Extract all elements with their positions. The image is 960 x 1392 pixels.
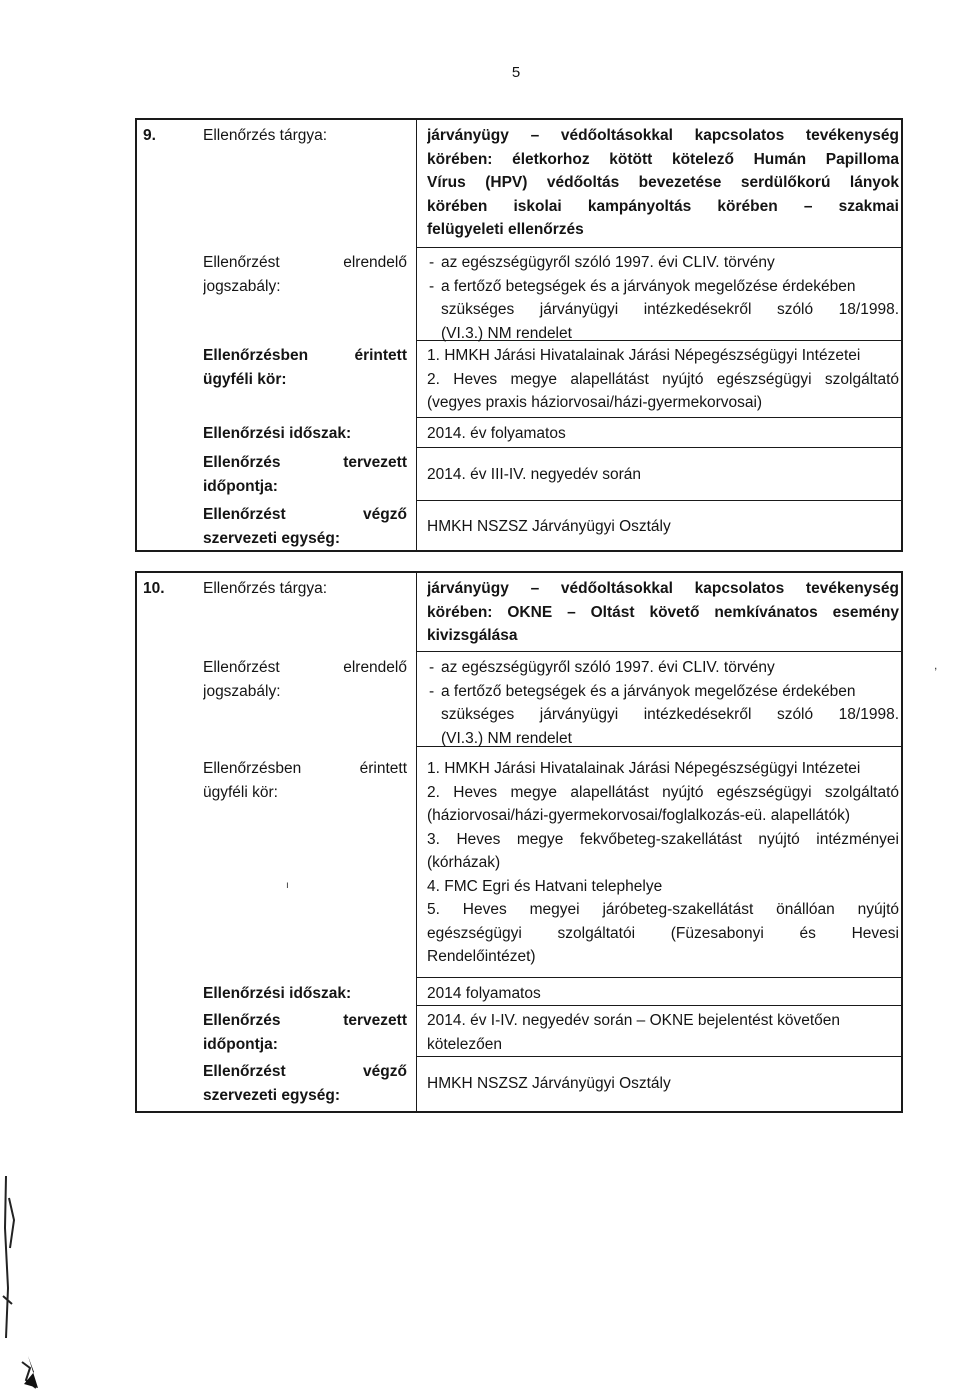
clients-line: 4. FMC Egri és Hatvani telephelye bbox=[427, 877, 663, 895]
clients-line: 1. HMKH Járási Hivatalainak Járási Népegészségügyi Intézetei bbox=[427, 347, 861, 364]
subject-line: körében: OKNE – Oltást követő nemkívánatos esemény bbox=[427, 603, 899, 621]
row-divider bbox=[416, 247, 901, 248]
record-number: 10. bbox=[143, 580, 165, 597]
law-label-line: jogszabály: bbox=[203, 682, 281, 700]
subject-line: járványügy – védőoltásokkal kapcsolatos tevékenység bbox=[427, 580, 899, 597]
subject-label: Ellenőrzés tárgya: bbox=[203, 580, 328, 597]
unit-label-line: Ellenőrzést végző bbox=[203, 506, 407, 523]
subject-label: Ellenőrzés tárgya: bbox=[203, 127, 328, 144]
unit-label-line: szervezeti egység: bbox=[203, 1086, 340, 1104]
clients-value bbox=[427, 757, 899, 969]
clients-line: 2. Heves megye alapellátást nyújtó egészségügyi szolgáltató bbox=[427, 783, 899, 801]
law-label-line: Ellenőrzést elrendelő bbox=[203, 254, 407, 271]
stray-mark: ı bbox=[286, 880, 289, 891]
clients-line: egészségügyi szolgáltatói (Füzesabonyi és Hevesi bbox=[427, 924, 899, 942]
date-line: 2014. év I-IV. negyedév során – OKNE bejelentést követően bbox=[427, 1012, 841, 1029]
clients-line: 5. Heves megyei járóbeteg-szakellátást önállóan nyújtó bbox=[427, 901, 899, 918]
page-number: 5 bbox=[511, 64, 521, 81]
clients-line: Rendelőintézet) bbox=[427, 948, 536, 965]
row-divider bbox=[416, 651, 901, 652]
law-line: (VI.3.) NM rendelet bbox=[441, 324, 572, 342]
date-label bbox=[203, 1009, 407, 1056]
clients-value bbox=[427, 344, 899, 415]
law-line: (VI.3.) NM rendelet bbox=[441, 729, 572, 747]
period-label: Ellenőrzési időszak: bbox=[203, 985, 352, 1002]
law-line: - az egészségügyről szóló 1997. évi CLIV. törvény bbox=[427, 251, 899, 275]
subject-line: felügyeleti ellenőrzés bbox=[427, 221, 584, 238]
column-divider bbox=[416, 573, 417, 1111]
row-divider bbox=[416, 500, 901, 501]
clients-line: (háziorvosai/házi-gyermekorvosai/foglalkozás-eü. alapellátók) bbox=[427, 807, 851, 824]
law-line: szükséges járványügyi intézkedésekről szóló 18/1998. bbox=[441, 301, 899, 318]
law-value bbox=[427, 656, 899, 750]
period-value: 2014. év folyamatos bbox=[427, 425, 566, 442]
law-line: - a fertőző betegségek és a járványok megelőzése érdekében bbox=[427, 680, 899, 704]
record-number: 9. bbox=[143, 127, 156, 144]
scan-edge-artifact bbox=[0, 1168, 42, 1390]
clients-label bbox=[203, 344, 407, 391]
date-value: 2014. év III-IV. negyedév során bbox=[427, 466, 641, 483]
subject-line: Vírus (HPV) védőoltás bevezetése serdülőkorú lányok bbox=[427, 174, 899, 191]
subject-value bbox=[427, 124, 899, 242]
law-line: szükséges járványügyi intézkedésekről szóló 18/1998. bbox=[441, 706, 899, 723]
clients-label bbox=[203, 757, 407, 804]
row-divider bbox=[416, 417, 901, 418]
clients-label-line: Ellenőrzésben érintett bbox=[203, 760, 407, 777]
date-label-line: időpontja: bbox=[203, 477, 278, 495]
clients-label-line: ügyféli kör: bbox=[203, 783, 278, 801]
period-label: Ellenőrzési időszak: bbox=[203, 425, 352, 442]
law-label-line: jogszabály: bbox=[203, 277, 281, 295]
subject-line: kivizsgálása bbox=[427, 627, 518, 644]
law-label bbox=[203, 251, 407, 298]
unit-value: HMKH NSZSZ Járványügyi Osztály bbox=[427, 518, 671, 535]
unit-label-line: Ellenőrzést végző bbox=[203, 1063, 407, 1080]
inspection-record-10 bbox=[135, 571, 903, 1113]
law-line: - az egészségügyről szóló 1997. évi CLIV. törvény bbox=[427, 656, 899, 680]
clients-line: 1. HMKH Járási Hivatalainak Járási Népegészségügyi Intézetei bbox=[427, 760, 861, 777]
clients-label-line: ügyféli kör: bbox=[203, 370, 287, 388]
law-value bbox=[427, 251, 899, 345]
clients-line: (vegyes praxis háziorvosai/házi-gyermekorvosai) bbox=[427, 394, 763, 411]
column-divider bbox=[416, 120, 417, 550]
law-label bbox=[203, 656, 407, 703]
stray-comma-mark: , bbox=[934, 658, 938, 672]
law-label-line: Ellenőrzést elrendelő bbox=[203, 659, 407, 676]
date-label-line: Ellenőrzés tervezett bbox=[203, 1012, 407, 1029]
inspection-record-9 bbox=[135, 118, 903, 552]
row-divider bbox=[416, 1056, 901, 1057]
unit-label-line: szervezeti egység: bbox=[203, 529, 340, 547]
law-line: - a fertőző betegségek és a járványok megelőzése érdekében bbox=[427, 275, 899, 299]
clients-label-line: Ellenőrzésben érintett bbox=[203, 347, 407, 364]
date-label-line: Ellenőrzés tervezett bbox=[203, 454, 407, 471]
row-divider bbox=[416, 447, 901, 448]
subject-value bbox=[427, 577, 899, 648]
clients-line: 3. Heves megye fekvőbeteg-szakellátást nyújtó intézményei bbox=[427, 830, 899, 848]
unit-label bbox=[203, 503, 407, 550]
clients-line: (kórházak) bbox=[427, 854, 501, 871]
clients-line: 2. Heves megye alapellátást nyújtó egészségügyi szolgáltató bbox=[427, 370, 899, 388]
subject-line: körében: életkorhoz kötött kötelező Humán Papilloma bbox=[427, 150, 899, 168]
subject-line: körében iskolai kampányoltás körében – szakmai bbox=[427, 197, 899, 215]
period-value: 2014 folyamatos bbox=[427, 985, 541, 1002]
row-divider bbox=[416, 977, 901, 978]
date-value bbox=[427, 1009, 899, 1056]
unit-label bbox=[203, 1060, 407, 1107]
date-label-line: időpontja: bbox=[203, 1035, 278, 1053]
date-line: kötelezően bbox=[427, 1035, 502, 1053]
subject-line: járványügy – védőoltásokkal kapcsolatos tevékenység bbox=[427, 127, 899, 144]
date-label bbox=[203, 451, 407, 498]
unit-value: HMKH NSZSZ Járványügyi Osztály bbox=[427, 1075, 671, 1092]
